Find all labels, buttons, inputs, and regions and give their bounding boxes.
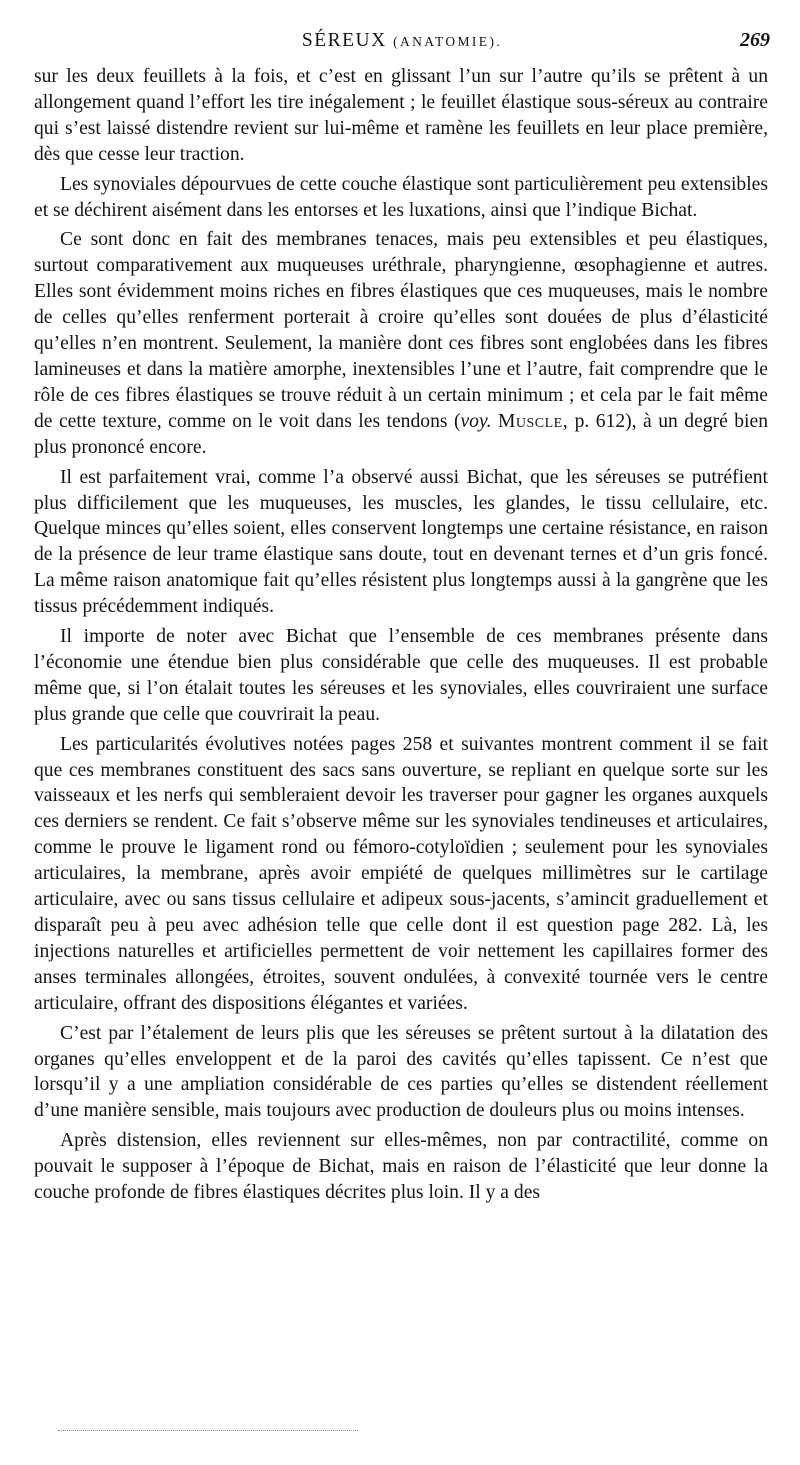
paragraph-continued: sur les deux feuillets à la fois, et c’est en glissant l’un sur l’autre qu’ils se prêtent à un allongement quand l’effort les tire inégalement ; le feuillet élastique sous-séreux au contraire qui s’est laissé distendre revient sur lui-même et ramène les feuillets en leur place première, dès que cesse leur traction. xyxy=(34,66,768,165)
running-title-subject: (ANATOMIE). xyxy=(393,34,503,49)
paragraph-synoviales: Les synoviales dépourvues de cette couche élastique sont particulièrement peu extensibles et se déchirent aisément dans les entorses et les luxations, ainsi que l’indique Bichat. xyxy=(34,173,768,221)
paragraph-particularites: Les particularités évolutives notées pages 258 et suivantes montrent comment il se fait que ces membranes constituent des sacs sans ouverture, se repliant en quelque sorte sur les vaisseaux et les nerfs qui sembleraient devoir les traverser pour gagner les organes auxquels ces derniers se rendent. Ce fait s’observe même sur les synoviales tendineuses et articulaires, comme le prouve le ligament rond ou fémoro-cotyloïdien ; seulement pour les synoviales articulaires, la membrane, après avoir empiété de quelques millimètres sur le cartilage articulaire, avec ou sans tissus cellulaire et adipeux sous-jacents, s’amincit graduellement et disparaît peu à peu avec adhésion telle que celle dont il est question page 282. Là, les injections naturelles et artificielles permettent de voir nettement les capillaires former des anses terminales allongées, étroites, souvent ondulées, à convexité tournée vers le centre articulaire, offrant des dispositions élégantes et variées. xyxy=(34,733,768,1014)
paragraph-text: Ce sont donc en fait des membranes tenaces, mais peu extensibles et peu élastiques, surtout comparativement aux muqueuses uréthrale, pharyngienne, œsophagienne et autres. Elles sont évidemment moins riches en fibres élastiques que ces muqueuses, mais le nombre de celles qu’elles renferment porterait à croire qu’elles sont douées de plus d’élasticité qu’elles n’en montrent. Seulement, la manière dont ces fibres sont englobées dans les fibres lamineuses et dans la matière amorphe, inextensibles l’une et l’autre, fait comprendre que le rôle de ces fibres élastiques se trouve réduit à un certain minimum ; et cela par le fait même de cette texture, comme on le voit dans les tendons ( xyxy=(34,229,768,432)
running-title xyxy=(34,30,770,52)
paragraph-distension: Après distension, elles reviennent sur elles-mêmes, non par contractilité, comme on pouvait le supposer à l’époque de Bichat, mais en raison de l’élasticité que leur donne la couche profonde de fibres élastiques décrites plus loin. Il y a des xyxy=(34,1130,768,1204)
cross-reference-muscle: Muscle, xyxy=(497,410,569,432)
paragraph-putrefaction: Il est parfaitement vrai, comme l’a observé aussi Bichat, que les séreuses se putréfient plus difficilement que les muqueuses, les muscles, les glandes, le tissu cellulaire, etc. Quelque minces qu’elles soient, elles conservent longtemps une certaine résistance, en raison de la présence de leur trame élastique sans doute, tout en devenant ternes et d’un gris foncé. La même raison anatomique fait qu’elles résistent plus longtemps aussi à la gangrène que les tissus précédemment indiqués. xyxy=(34,466,768,618)
paragraph-etalement: C’est par l’étalement de leurs plis que les séreuses se prêtent surtout à la dilatation des organes qu’elles enveloppent et de la paroi des cavités qu’elles tapissent. Ce n’est que lorsqu’il y a une ampliation considérable de ces parties qu’elles se distendent réellement d’une manière sensible, mais toujours avec production de douleurs plus ou moins intenses. xyxy=(34,1022,768,1122)
page-number: 269 xyxy=(740,29,770,51)
footer-dotted-rule xyxy=(58,1430,358,1431)
running-title-main: SÉREUX xyxy=(301,30,387,51)
paragraph-etendue: Il importe de noter avec Bichat que l’ensemble de ces membranes présente dans l’économie une étendue bien plus considérable que celle des muqueuses. Il est probable même que, si l’on étalait toutes les séreuses et les synoviales, elles couvriraient une surface plus grande que celle que couvrirait la peau. xyxy=(34,626,768,725)
running-head xyxy=(34,30,770,60)
paragraph-membranes-tenaces xyxy=(34,227,768,460)
body-text xyxy=(34,64,768,1210)
paragraph-text-end: p. 612), à un degré bien plus prononcé encore. xyxy=(34,410,768,458)
cross-reference-voy: voy. xyxy=(460,410,492,432)
